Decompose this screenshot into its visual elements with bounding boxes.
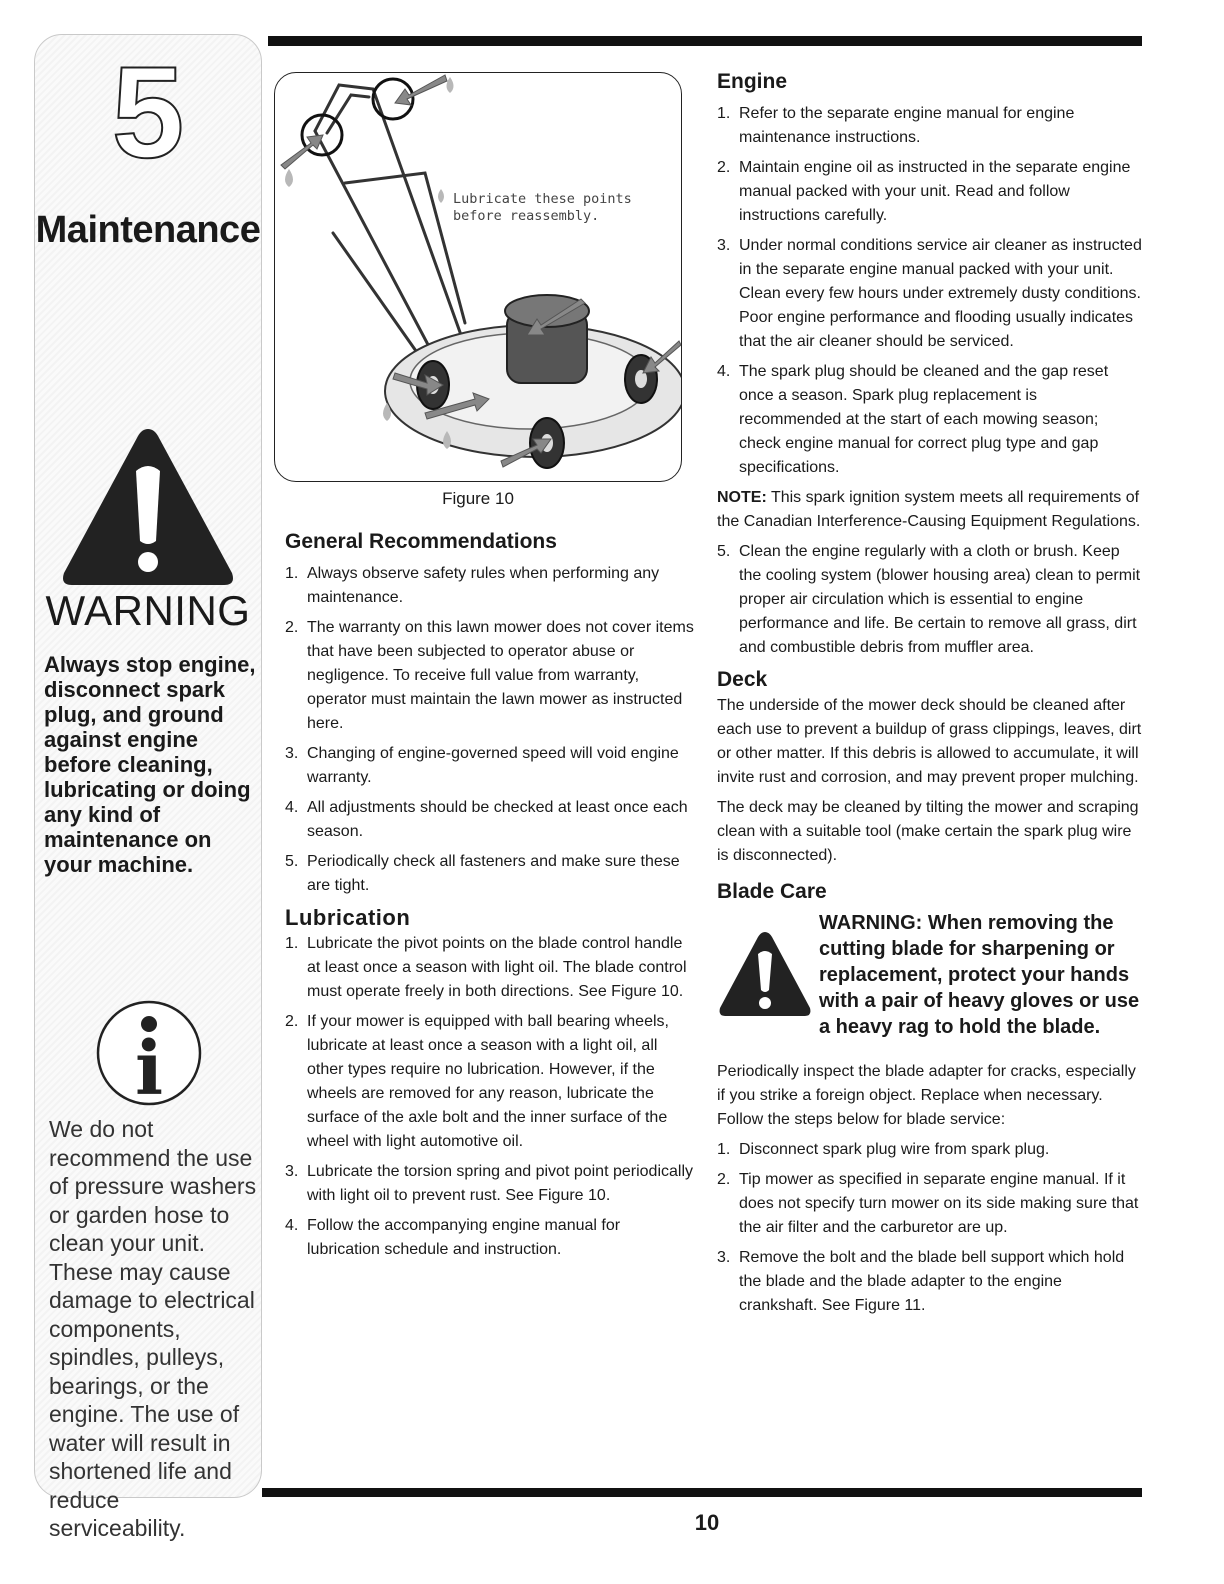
middle-column bbox=[285, 528, 695, 1268]
note-text: This spark ignition system meets all requirements of the Canadian Interference-Causing Equipment Regulations. bbox=[717, 489, 1141, 530]
list-item: 3. Lubricate the torsion spring and pivot point periodically with light oil to prevent rust. See Figure 10. bbox=[285, 1163, 694, 1204]
lubrication-list bbox=[285, 932, 695, 1262]
deck-heading: Deck bbox=[717, 668, 768, 691]
list-item: 2. Tip mower as specified in separate engine manual. If it does not specify turn mower on its side making sure that the air filter and the carburetor are up. bbox=[717, 1171, 1139, 1236]
warning-title: WARNING bbox=[45, 587, 251, 634]
oil-drop-icon bbox=[438, 189, 444, 203]
list-item: 4. The spark plug should be cleaned and the gap reset once a season. Spark plug replacement is recommended at the start of each mowing season; check engine manual for correct plug type and gap specifications. bbox=[717, 363, 1109, 476]
list-item: 2. If your mower is equipped with ball bearing wheels, lubricate at least once a season with a light oil, all other types require no lubrication. However, if the wheels are removed for any reason, lubricate the surface of the axle bolt and the inner surface of the wheel with light automotive oil. bbox=[285, 1013, 669, 1150]
bottom-rule bbox=[262, 1488, 1142, 1497]
figure-callout: Lubricate these points before reassembly. bbox=[453, 191, 632, 224]
chapter-title: Maintenance bbox=[35, 209, 261, 251]
deck-para-2: The deck may be cleaned by tilting the mower and scraping clean with a suitable tool (make certain the spark plug wire is disconnected). bbox=[717, 799, 1139, 864]
deck-para-1: The underside of the mower deck should be cleaned after each use to prevent a buildup of grass clippings, leaves, dirt or other matter. If this debris is allowed to accumulate, it will invite rust and corrosion, and may prevent proper mulching. bbox=[717, 697, 1142, 786]
blade-para: Periodically inspect the blade adapter for cracks, especially if you strike a foreign object. Replace when necessary. Follow the steps below for blade service: bbox=[717, 1063, 1136, 1128]
chapter-number: 5 bbox=[111, 39, 185, 185]
engine-heading: Engine bbox=[717, 70, 788, 93]
list-item: 1. Refer to the separate engine manual for engine maintenance instructions. bbox=[717, 105, 1075, 146]
list-item: 5. Clean the engine regularly with a cloth or brush. Keep the cooling system (blower housing area) clean to permit proper air circulation which is essential to engine performance and life. Be certain to remove all grass, dirt and combustible debris from muffler area. bbox=[717, 543, 1141, 656]
list-item: 3. Under normal conditions service air cleaner as instructed in the separate engine manual packed with your unit. Clean every few hours under extremely dusty conditions. Poor engine performance and flooding usually indicates that the air cleaner should be serviced. bbox=[717, 237, 1142, 350]
list-item: 3. Remove the bolt and the blade bell support which hold the blade and the blade adapter to the engine crankshaft. See Figure 11. bbox=[717, 1249, 1125, 1314]
info-text: We do not recommend the use of pressure washers or garden hose to clean your unit. These may cause damage to electrical components, spindles, pulleys, bearings, or the engine. The use of water will result in shortened life and reduce serviceability. bbox=[49, 1116, 257, 1541]
list-item: 1. Lubricate the pivot points on the blade control handle at least once a season with light oil. The blade control must operate freely in both directions. See Figure 10. bbox=[285, 935, 687, 1000]
blade-warning bbox=[717, 910, 1143, 1060]
arrow-icon bbox=[395, 75, 447, 105]
general-heading: General Recommendations bbox=[285, 530, 557, 553]
note-label: NOTE: bbox=[717, 489, 767, 506]
oil-drop-icon bbox=[447, 77, 454, 93]
figure-10 bbox=[274, 72, 682, 482]
list-item: 2. Maintain engine oil as instructed in the separate engine manual packed with your unit. Read and follow instructions carefully. bbox=[717, 159, 1131, 224]
oil-drop-icon bbox=[285, 169, 293, 187]
lubrication-heading: Lubrication bbox=[285, 905, 411, 930]
right-column bbox=[717, 68, 1143, 1324]
figure-caption: Figure 10 bbox=[442, 489, 514, 508]
list-item: 3. Changing of engine-governed speed will void engine warranty. bbox=[285, 745, 679, 786]
engine-list bbox=[717, 102, 1143, 480]
blade-list bbox=[717, 1138, 1143, 1318]
sidebar bbox=[34, 34, 262, 1541]
lawn-mower-illustration bbox=[275, 73, 681, 481]
engine-note bbox=[717, 486, 1143, 534]
info-icon bbox=[96, 1000, 202, 1106]
blade-heading: Blade Care bbox=[717, 880, 827, 903]
top-rule bbox=[268, 36, 1142, 46]
engine-list-cont bbox=[717, 540, 1143, 660]
warning-icon bbox=[60, 423, 236, 591]
list-item: 1. Disconnect spark plug wire from spark plug. bbox=[717, 1141, 1050, 1158]
blade-warning-text: WARNING: When removing the cutting blade for sharpening or replacement, protect your hands with a pair of heavy gloves or use a heavy rag to hold the blade. bbox=[819, 912, 1140, 1038]
list-item: 4. Follow the accompanying engine manual for lubrication schedule and instruction. bbox=[285, 1217, 621, 1258]
list-item: 4. All adjustments should be checked at least once each season. bbox=[285, 799, 688, 840]
list-item: 2. The warranty on this lawn mower does not cover items that have been subjected to operator abuse or negligence. To receive full value from warranty, operator must maintain the lawn mower as instructed here. bbox=[285, 619, 694, 732]
page-number: 10 bbox=[694, 1510, 720, 1535]
warning-icon bbox=[717, 928, 813, 1020]
general-list bbox=[285, 562, 695, 898]
warning-text: Always stop engine, disconnect spark plug, and ground against engine before cleaning, lubricating or doing any kind of maintenance on your machine. bbox=[44, 652, 256, 877]
info-glyph: i bbox=[134, 1026, 164, 1106]
list-item: 5. Periodically check all fasteners and make sure these are tight. bbox=[285, 853, 680, 894]
list-item: 1. Always observe safety rules when performing any maintenance. bbox=[285, 565, 660, 606]
